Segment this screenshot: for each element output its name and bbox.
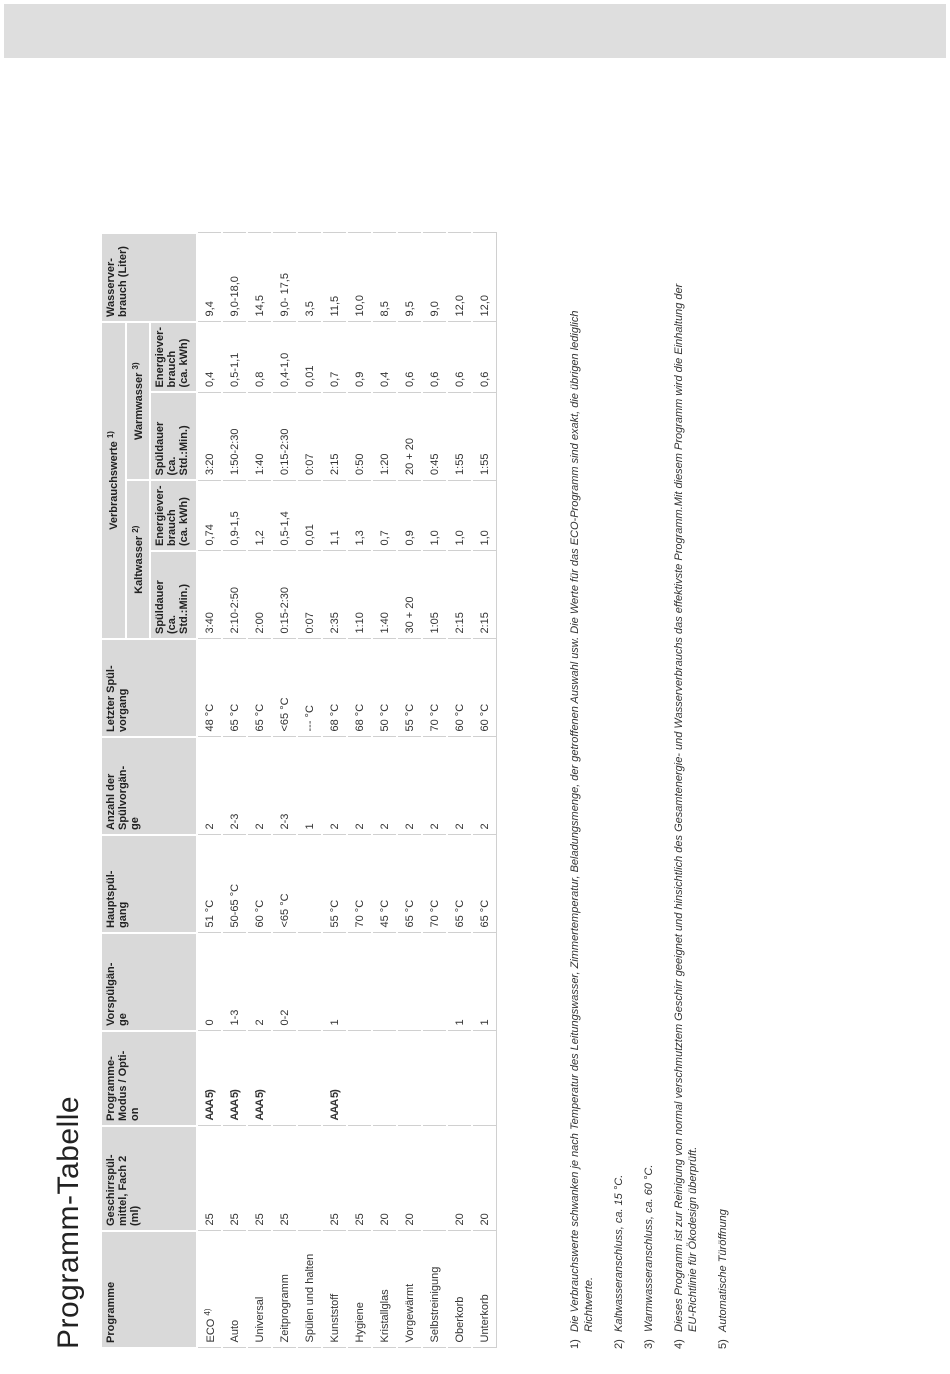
header-last-rinse-line: vorgang <box>117 688 129 732</box>
cell-rinse-count: 2-3 <box>272 737 297 835</box>
cell-cold-energy: 0,9 <box>397 480 422 551</box>
cell-last-rinse: 50 °C <box>372 639 397 737</box>
cell-rinse-count: 2 <box>322 737 347 835</box>
footnote-text: Dieses Programm ist zur Reinigung von normal verschmutztem Geschirr geeignet und hinsichtlich des Gesamtenergie- und Wasserverbrauchs das effektivste Programm.Mit diesem Programm wird die Einhaltung der EU-Richtlinie für Ökodesign überprüft. <box>673 283 699 1332</box>
cell-warm-energy: 0,8 <box>247 322 272 393</box>
cell-programme <box>422 1231 447 1348</box>
header-row-1 <box>101 233 126 1348</box>
cell-programme <box>222 1231 247 1348</box>
table-body <box>197 233 497 1348</box>
cell-detergent: 20 <box>472 1126 497 1231</box>
cell-warm-duration: 3:20 <box>197 392 222 480</box>
cell-mainwash: 65 °C <box>447 835 472 933</box>
cell-water: 9,0-18,0 <box>222 233 247 322</box>
header-prewash-line: Vorspülgän- <box>105 962 117 1026</box>
cell-warm-energy: 0,6 <box>397 322 422 393</box>
cell-warm-duration: 1:20 <box>372 392 397 480</box>
cell-mode <box>347 1031 372 1126</box>
header-warm-energy <box>150 322 197 393</box>
cell-cold-duration: 2:15 <box>447 551 472 639</box>
cell-warm-duration: 0:45 <box>422 392 447 480</box>
cell-programme <box>347 1231 372 1348</box>
header-water-line: brauch (Liter) <box>117 246 129 317</box>
table-row <box>347 233 372 1348</box>
header-cold-energy <box>150 480 197 551</box>
cell-last-rinse: 68 °C <box>347 639 372 737</box>
header-mode-line: on <box>129 1107 141 1121</box>
footnote-text: Kaltwasseranschluss, ca. 15 °C. <box>613 1174 625 1332</box>
footnote-ref-1: 1) <box>106 431 115 439</box>
cell-last-rinse: 70 °C <box>422 639 447 737</box>
header-rinse-count <box>101 737 197 835</box>
footnote-ref-2: 2) <box>130 525 140 533</box>
cell-warm-energy: 0,4-1,0 <box>272 322 297 393</box>
cell-water: 10,0 <box>347 233 372 322</box>
cell-prewash: 2 <box>247 933 272 1031</box>
header-warm-duration <box>150 392 197 480</box>
cell-detergent <box>422 1126 447 1231</box>
cell-warm-duration: 0:50 <box>347 392 372 480</box>
cell-cold-energy: 1,1 <box>322 480 347 551</box>
footnote <box>568 269 596 1349</box>
header-mainwash <box>101 835 197 933</box>
header-detergent-line: (ml) <box>129 1205 141 1226</box>
cell-water: 9,0 <box>422 233 447 322</box>
cell-water: 9,4 <box>197 233 222 322</box>
header-prewash <box>101 933 197 1031</box>
table-row <box>322 233 347 1348</box>
cell-detergent: 20 <box>372 1126 397 1231</box>
footnote <box>672 269 700 1349</box>
table-row <box>447 233 472 1348</box>
cell-warm-duration: 1:50-2:30 <box>222 392 247 480</box>
cell-rinse-count: 2 <box>422 737 447 835</box>
header-warm-energy-line: Energiever- <box>154 326 167 388</box>
header-last-rinse-line: Letzter Spül- <box>105 665 117 732</box>
cell-cold-duration: 3:40 <box>197 551 222 639</box>
header-cold-duration-line: Spüldauer <box>154 580 167 634</box>
cell-water: 12,0 <box>472 233 497 322</box>
cell-mode <box>447 1031 472 1126</box>
cell-programme <box>447 1231 472 1348</box>
cell-mainwash: 70 °C <box>347 835 372 933</box>
programme-name: Auto <box>228 1319 241 1343</box>
cell-mainwash: 60 °C <box>247 835 272 933</box>
cell-detergent: 25 <box>222 1126 247 1231</box>
cell-cold-duration: 2:10-2:50 <box>222 551 247 639</box>
cell-last-rinse: --- °C <box>297 639 322 737</box>
footnotes <box>568 269 746 1349</box>
header-warm-water-label: Warmwasser <box>132 372 145 441</box>
cell-mainwash: <65 °C <box>272 835 297 933</box>
cell-mainwash: 65 °C <box>397 835 422 933</box>
header-mode-line: Modus / Opti- <box>117 1050 129 1121</box>
programme-name: ECO <box>204 1318 217 1343</box>
header-cold-duration-line: (ca. <box>166 615 179 634</box>
cell-rinse-count: 2 <box>472 737 497 835</box>
programme-name: Spülen und halten <box>303 1253 316 1343</box>
header-warm-energy-line: brauch <box>166 350 179 388</box>
header-warm-duration-line: Std.:Min.) <box>178 425 191 476</box>
cell-detergent <box>297 1126 322 1231</box>
header-water <box>101 233 197 322</box>
cell-mainwash <box>297 835 322 933</box>
cell-warm-energy: 0,4 <box>372 322 397 393</box>
cell-warm-duration: 0:15-2:30 <box>272 392 297 480</box>
cell-cold-duration: 1:40 <box>372 551 397 639</box>
cell-last-rinse: 60 °C <box>472 639 497 737</box>
cell-water: 9,0- 17,5 <box>272 233 297 322</box>
header-water-line: Wasserver- <box>105 258 117 317</box>
cell-warm-duration: 2:15 <box>322 392 347 480</box>
footnote-number: 1) <box>569 1339 581 1349</box>
footnote <box>642 269 656 1349</box>
programme-name: Unterkorb <box>478 1294 491 1343</box>
header-programme-label: Programme <box>105 1281 117 1343</box>
cell-water: 11,5 <box>322 233 347 322</box>
header-detergent-line: mittel, Fach 2 <box>117 1155 129 1226</box>
cell-cold-energy: 1,3 <box>347 480 372 551</box>
cell-detergent: 25 <box>347 1126 372 1231</box>
cell-programme <box>322 1231 347 1348</box>
programme-name: Vorgewärmt <box>403 1283 416 1343</box>
footnote-number: 5) <box>717 1339 729 1349</box>
cell-water: 12,0 <box>447 233 472 322</box>
cell-rinse-count: 1 <box>297 737 322 835</box>
cell-mode: AAA 5) <box>322 1031 347 1126</box>
header-mainwash-line: gang <box>117 901 129 928</box>
footnote <box>612 269 626 1349</box>
cell-prewash: 1 <box>447 933 472 1031</box>
header-cold-energy-line: brauch <box>166 509 179 546</box>
header-rinse-count-line: Anzahl der <box>105 773 117 830</box>
footnote-number: 2) <box>613 1339 625 1349</box>
cell-detergent: 25 <box>247 1126 272 1231</box>
cell-warm-duration: 0:07 <box>297 392 322 480</box>
footnote-ref-3: 3) <box>130 362 140 370</box>
programme-name: Selbstreinigung <box>428 1266 441 1343</box>
cell-rinse-count: 2 <box>447 737 472 835</box>
footnote <box>716 269 730 1349</box>
cell-warm-energy: 0,9 <box>347 322 372 393</box>
cell-last-rinse: 55 °C <box>397 639 422 737</box>
cell-mode: AAA 5) <box>222 1031 247 1126</box>
cell-warm-energy: 0,6 <box>472 322 497 393</box>
cell-cold-duration: 2:15 <box>472 551 497 639</box>
header-cold-duration <box>150 551 197 639</box>
cell-detergent: 20 <box>397 1126 422 1231</box>
cell-prewash <box>297 933 322 1031</box>
programme-name: Kunststoff <box>328 1293 341 1343</box>
cell-mode <box>422 1031 447 1126</box>
programme-name: Kristallglas <box>378 1289 391 1343</box>
cell-warm-duration: 20 + 20 <box>397 392 422 480</box>
header-mainwash-line: Hauptspül- <box>105 870 117 928</box>
cell-mainwash: 55 °C <box>322 835 347 933</box>
table-row <box>397 233 422 1348</box>
cell-rinse-count: 2 <box>372 737 397 835</box>
header-mode-line: Programme- <box>105 1056 117 1121</box>
programme-name: Hygiene <box>353 1302 366 1343</box>
cell-programme <box>272 1231 297 1348</box>
footnote-text: Warmwasseranschluss, ca. 60 °C. <box>643 1164 655 1332</box>
cell-prewash <box>372 933 397 1031</box>
table-row <box>472 233 497 1348</box>
cell-cold-duration: 0:15-2:30 <box>272 551 297 639</box>
cell-detergent: 25 <box>197 1126 222 1231</box>
header-cold-energy-line: (ca. kWh) <box>178 497 191 546</box>
cell-prewash: 1-3 <box>222 933 247 1031</box>
cell-rinse-count: 2 <box>197 737 222 835</box>
table-row <box>272 233 297 1348</box>
cell-water: 9,5 <box>397 233 422 322</box>
page-title: Programm-Tabelle <box>52 1095 85 1349</box>
cell-water: 14,5 <box>247 233 272 322</box>
footnote-number: 4) <box>673 1339 685 1349</box>
cell-cold-energy: 1,0 <box>422 480 447 551</box>
cell-water: 3,5 <box>297 233 322 322</box>
cell-warm-energy: 0,7 <box>322 322 347 393</box>
header-warm-water <box>126 322 151 481</box>
cell-rinse-count: 2 <box>397 737 422 835</box>
cell-rinse-count: 2 <box>247 737 272 835</box>
cell-prewash: 1 <box>472 933 497 1031</box>
header-programme <box>101 1231 197 1348</box>
header-last-rinse <box>101 639 197 737</box>
header-cold-water <box>126 480 151 639</box>
cell-cold-energy: 1,2 <box>247 480 272 551</box>
table-row <box>197 233 222 1348</box>
cell-programme <box>472 1231 497 1348</box>
header-prewash-line: ge <box>117 1013 129 1026</box>
header-warm-duration-line: Spüldauer <box>154 421 167 476</box>
cell-last-rinse: <65 °C <box>272 639 297 737</box>
cell-cold-energy: 0,74 <box>197 480 222 551</box>
cell-prewash: 0-2 <box>272 933 297 1031</box>
cell-mode <box>372 1031 397 1126</box>
cell-mode <box>472 1031 497 1126</box>
cell-prewash <box>397 933 422 1031</box>
header-detergent <box>101 1126 197 1231</box>
cell-warm-energy: 0,5-1,1 <box>222 322 247 393</box>
cell-cold-energy: 0,7 <box>372 480 397 551</box>
header-cold-duration-line: Std.:Min.) <box>178 583 191 634</box>
table-header <box>101 233 197 1348</box>
header-detergent-line: Geschirrspül- <box>105 1154 117 1226</box>
cell-mode: AAA 5) <box>197 1031 222 1126</box>
cell-mainwash: 50-65 °C <box>222 835 247 933</box>
cell-warm-duration: 1:55 <box>447 392 472 480</box>
cell-prewash <box>422 933 447 1031</box>
cell-mainwash: 45 °C <box>372 835 397 933</box>
table-row <box>422 233 447 1348</box>
cell-programme <box>247 1231 272 1348</box>
cell-mainwash: 51 °C <box>197 835 222 933</box>
cell-cold-energy: 0,9-1,5 <box>222 480 247 551</box>
header-rinse-count-line: Spülvorgän- <box>117 765 129 830</box>
header-mode <box>101 1031 197 1126</box>
header-cold-energy-line: Energiever- <box>154 485 167 546</box>
cell-last-rinse: 65 °C <box>247 639 272 737</box>
programme-name: Zeitprogramm <box>278 1274 291 1343</box>
cell-mode <box>297 1031 322 1126</box>
cell-cold-energy: 1,0 <box>472 480 497 551</box>
header-warm-duration-line: (ca. <box>166 456 179 476</box>
cell-cold-energy: 1,0 <box>447 480 472 551</box>
cell-mainwash: 70 °C <box>422 835 447 933</box>
header-rinse-count-line: ge <box>129 817 141 830</box>
cell-prewash: 0 <box>197 933 222 1031</box>
header-warm-energy-line: (ca. kWh) <box>178 338 191 388</box>
cell-warm-duration: 1:55 <box>472 392 497 480</box>
cell-detergent: 25 <box>272 1126 297 1231</box>
cell-prewash <box>347 933 372 1031</box>
cell-warm-duration: 1:40 <box>247 392 272 480</box>
cell-cold-duration: 1:05 <box>422 551 447 639</box>
cell-cold-duration: 30 + 20 <box>397 551 422 639</box>
cell-detergent: 20 <box>447 1126 472 1231</box>
cell-mode <box>272 1031 297 1126</box>
cell-mainwash: 65 °C <box>472 835 497 933</box>
cell-programme <box>397 1231 422 1348</box>
cell-rinse-count: 2-3 <box>222 737 247 835</box>
cell-water: 8,5 <box>372 233 397 322</box>
cell-last-rinse: 60 °C <box>447 639 472 737</box>
cell-last-rinse: 65 °C <box>222 639 247 737</box>
cell-programme <box>372 1231 397 1348</box>
cell-last-rinse: 48 °C <box>197 639 222 737</box>
footnote-text: Automatische Türöffnung <box>717 1209 729 1332</box>
header-cold-water-label: Kaltwasser <box>132 535 145 594</box>
cell-cold-duration: 1:10 <box>347 551 372 639</box>
table-row <box>247 233 272 1348</box>
cell-cold-duration: 2:00 <box>247 551 272 639</box>
cell-warm-energy: 0,6 <box>447 322 472 393</box>
cell-programme <box>197 1231 222 1348</box>
table-row <box>222 233 247 1348</box>
cell-cold-energy: 0,01 <box>297 480 322 551</box>
table-row <box>372 233 397 1348</box>
cell-last-rinse: 68 °C <box>322 639 347 737</box>
cell-detergent: 25 <box>322 1126 347 1231</box>
cell-cold-duration: 0:07 <box>297 551 322 639</box>
cell-warm-energy: 0,4 <box>197 322 222 393</box>
program-table <box>100 232 497 1349</box>
cell-warm-energy: 0,6 <box>422 322 447 393</box>
cell-cold-energy: 0,5-1,4 <box>272 480 297 551</box>
cell-programme <box>297 1231 322 1348</box>
header-consumption <box>101 322 126 639</box>
footnote-ref: 4) <box>202 1308 212 1316</box>
header-consumption-label: Verbrauchswerte <box>108 441 120 530</box>
cell-mode: AAA 5) <box>247 1031 272 1126</box>
footnote-number: 3) <box>643 1339 655 1349</box>
cell-cold-duration: 2:35 <box>322 551 347 639</box>
cell-mode <box>397 1031 422 1126</box>
table-row <box>297 233 322 1348</box>
programme-name: Universal <box>253 1296 266 1343</box>
cell-prewash: 1 <box>322 933 347 1031</box>
cell-warm-energy: 0,01 <box>297 322 322 393</box>
programme-name: Oberkorb <box>453 1296 466 1343</box>
cell-rinse-count: 2 <box>347 737 372 835</box>
footnote-text: Die Verbrauchswerte schwanken je nach Temperatur des Leitungswasser, Zimmertemperatur, Beladungsmenge, der getroffenen Auswahl usw. Die Werte für das ECO-Programm sind exakt, die übrigen lediglich Richtwerte. <box>569 310 595 1332</box>
